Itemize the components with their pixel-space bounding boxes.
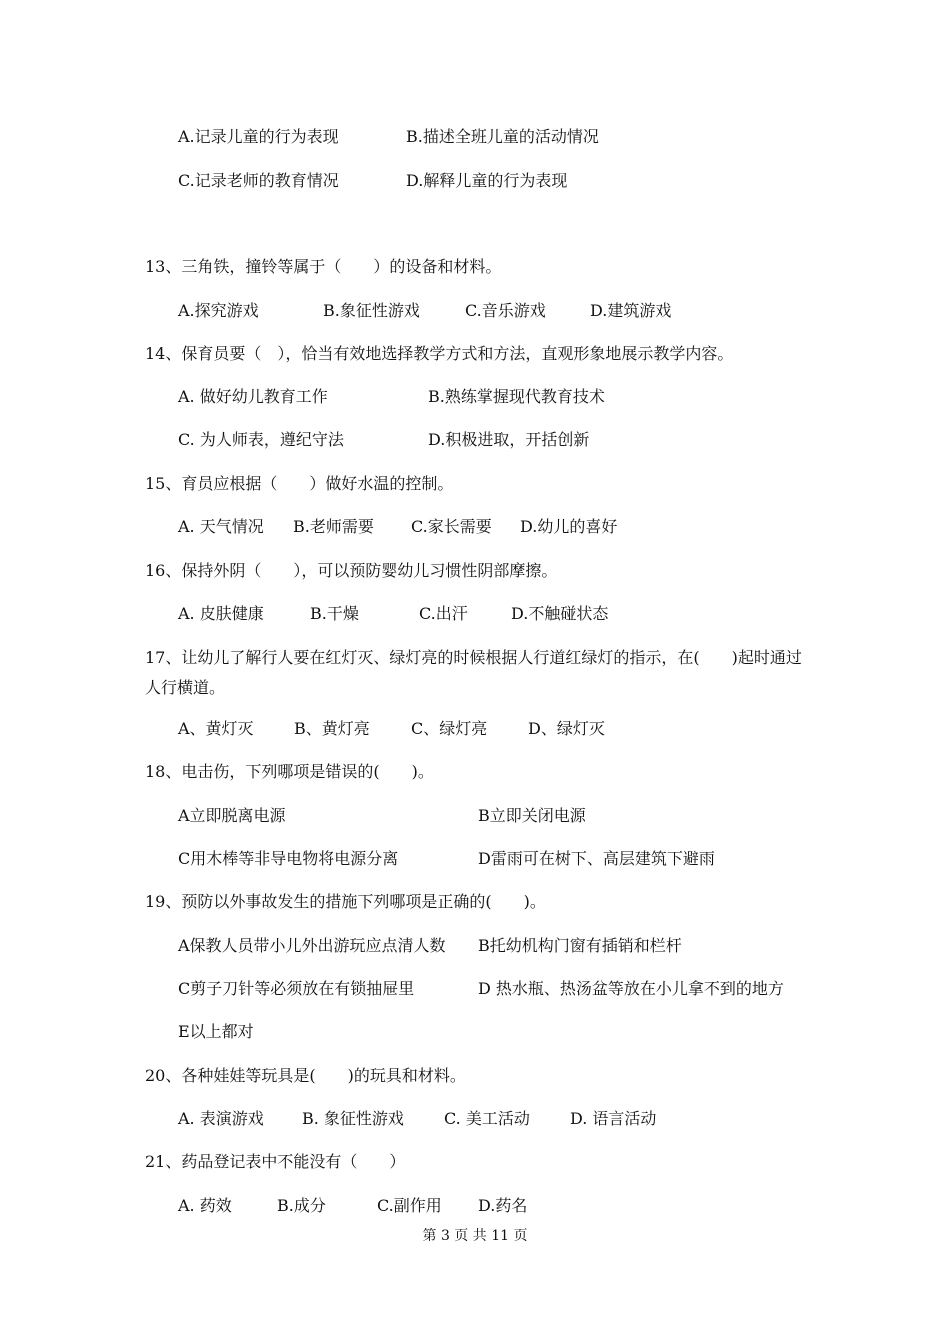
prev-option-a: A.记录儿童的行为表现 bbox=[178, 127, 339, 146]
q15-option-d: D.幼儿的喜好 bbox=[520, 517, 618, 536]
q14-option-b: B.熟练掌握现代教育技术 bbox=[428, 387, 605, 406]
q13-option-b: B.象征性游戏 bbox=[323, 301, 420, 320]
q19-option-e: E以上都对 bbox=[178, 1022, 254, 1041]
q13-option-c: C.音乐游戏 bbox=[465, 301, 546, 320]
question-18: 18、电击伤，下列哪项是错误的( )。 bbox=[145, 762, 434, 781]
q20-option-a: A. 表演游戏 bbox=[178, 1109, 264, 1128]
question-15: 15、育员应根据（ ）做好水温的控制。 bbox=[145, 474, 454, 493]
q17-option-d: D、绿灯灭 bbox=[528, 719, 605, 738]
q18-option-d: D雷雨可在树下、高层建筑下避雨 bbox=[478, 849, 715, 868]
q17-option-a: A、黄灯灭 bbox=[178, 719, 254, 738]
q13-option-d: D.建筑游戏 bbox=[590, 301, 672, 320]
q15-option-b: B.老师需要 bbox=[293, 517, 374, 536]
prev-option-c: C.记录老师的教育情况 bbox=[178, 171, 339, 190]
q20-option-d: D. 语言活动 bbox=[570, 1109, 657, 1128]
q14-option-d: D.积极进取，开括创新 bbox=[428, 430, 590, 449]
q19-option-a: A保教人员带小儿外出游玩应点清人数 bbox=[178, 936, 446, 955]
q16-option-c: C.出汗 bbox=[419, 604, 468, 623]
q21-option-c: C.副作用 bbox=[377, 1196, 442, 1215]
q14-option-c: C. 为人师表，遵纪守法 bbox=[178, 430, 344, 449]
question-21: 21、药品登记表中不能没有（ ） bbox=[145, 1152, 406, 1171]
q15-option-a: A. 天气情况 bbox=[178, 517, 264, 536]
question-13: 13、三角铁，撞铃等属于（ ）的设备和材料。 bbox=[145, 257, 502, 276]
question-20: 20、各种娃娃等玩具是( )的玩具和材料。 bbox=[145, 1066, 466, 1085]
q19-option-d: D 热水瓶、热汤盆等放在小儿拿不到的地方 bbox=[478, 979, 784, 998]
q21-option-b: B.成分 bbox=[277, 1196, 326, 1215]
q20-option-b: B. 象征性游戏 bbox=[302, 1109, 404, 1128]
question-19: 19、预防以外事故发生的措施下列哪项是正确的( )。 bbox=[145, 892, 546, 911]
q21-option-d: D.药名 bbox=[478, 1196, 528, 1215]
q18-option-c: C用木棒等非导电物将电源分离 bbox=[178, 849, 399, 868]
question-17: 17、让幼儿了解行人要在红灯灭、绿灯亮的时候根据人行道红绿灯的指示，在( )起时通过人行横道。 bbox=[145, 648, 802, 697]
prev-option-d: D.解释儿童的行为表现 bbox=[406, 171, 568, 190]
q19-option-c: C剪子刀针等必须放在有锁抽屉里 bbox=[178, 979, 415, 998]
question-14: 14、保育员要（ ），恰当有效地选择教学方式和方法，直观形象地展示教学内容。 bbox=[145, 344, 734, 363]
q18-option-b: B立即关闭电源 bbox=[478, 806, 586, 825]
q20-option-c: C. 美工活动 bbox=[444, 1109, 530, 1128]
q16-option-d: D.不触碰状态 bbox=[511, 604, 609, 623]
q17-option-b: B、黄灯亮 bbox=[294, 719, 370, 738]
q13-option-a: A.探究游戏 bbox=[178, 301, 259, 320]
q21-option-a: A. 药效 bbox=[178, 1196, 232, 1215]
q17-option-c: C、绿灯亮 bbox=[411, 719, 488, 738]
q18-option-a: A立即脱离电源 bbox=[178, 806, 286, 825]
q16-option-a: A. 皮肤健康 bbox=[178, 604, 264, 623]
q19-option-b: B托幼机构门窗有插销和栏杆 bbox=[478, 936, 682, 955]
page-number-footer: 第 3 页 共 11 页 bbox=[422, 1228, 528, 1244]
q16-option-b: B.干燥 bbox=[310, 604, 359, 623]
q15-option-c: C.家长需要 bbox=[411, 517, 492, 536]
q14-option-a: A. 做好幼儿教育工作 bbox=[178, 387, 328, 406]
question-16: 16、保持外阴（ ），可以预防婴幼儿习惯性阴部摩擦。 bbox=[145, 561, 558, 580]
prev-option-b: B.描述全班儿童的活动情况 bbox=[406, 127, 599, 146]
